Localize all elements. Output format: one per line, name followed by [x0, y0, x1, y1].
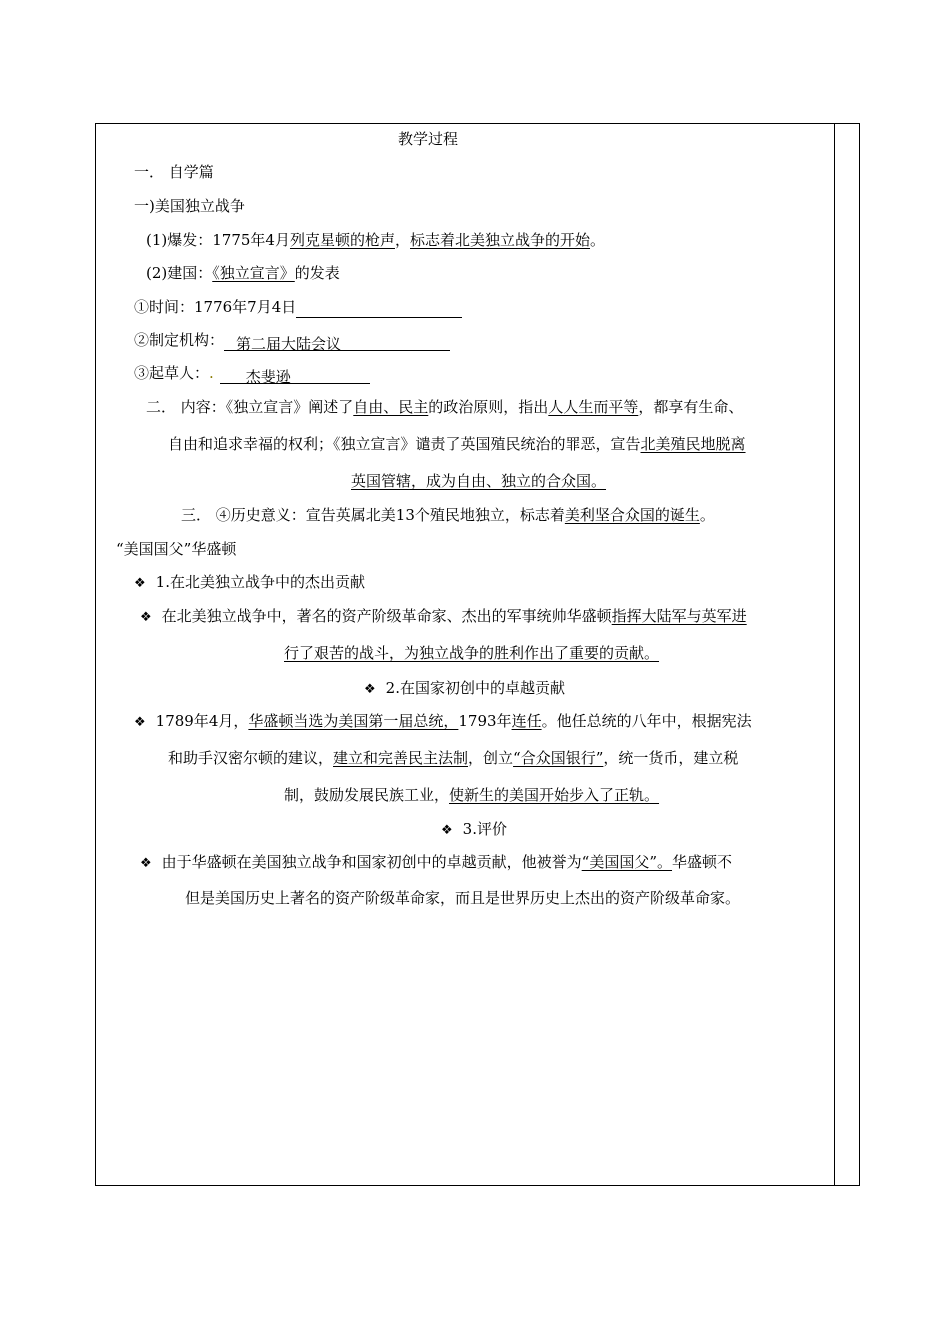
page-heading: 教学过程	[398, 130, 459, 148]
contribution-2-line-1: ❖ 1789年4月，华盛顿当选为美国第一届总统，1793年连任。他任总统的八年中，根据宪法	[134, 712, 752, 730]
section-self-study: 一． 自学篇	[134, 163, 214, 181]
subsection-war-of-independence: 一)美国独立战争	[134, 197, 245, 215]
content-line-2: 自由和追求幸福的权利；《独立宣言》谴责了英国殖民统治的罪恶，宣告北美殖民地脱离	[168, 435, 746, 453]
contribution-1-line-2: 行了艰苦的战斗，为独立战争的胜利作出了重要的贡献。	[284, 644, 660, 662]
evaluation-line-1: ❖ 由于华盛顿在美国独立战争和国家初创中的卓越贡献，他被誉为“美国国父”。华盛顿不	[140, 853, 733, 871]
time-blank	[296, 301, 462, 318]
evaluation-line-2: 但是美国历史上著名的资产阶级革命家，而且是世界历史上杰出的资产阶级革命家。	[185, 889, 741, 907]
washington-title: “美国国父”华盛顿	[116, 540, 237, 558]
diamond-bullet-icon: ❖	[140, 610, 152, 625]
drafter-value: 杰斐逊	[220, 368, 370, 384]
founding-line: (2)建国：《独立宣言》的发表	[146, 264, 340, 282]
drafting-body-line: ②制定机构： 第二届大陆会议	[134, 329, 450, 351]
diamond-bullet-icon: ❖	[134, 576, 146, 591]
evaluation-title: ❖ 3.评价	[441, 820, 507, 838]
contribution-1-line-1: ❖ 在北美独立战争中，著名的资产阶级革命家、杰出的军事统帅华盛顿指挥大陆军与英军进	[140, 607, 747, 625]
contribution-2-title: ❖ 2.在国家初创中的卓越贡献	[364, 679, 565, 697]
content-line-1: 二． 内容：《独立宣言》阐述了自由、民主的政治原则，指出人人生而平等，都享有生命、	[146, 398, 744, 416]
table-column-divider	[834, 123, 835, 1186]
significance-line: 三． ④历史意义：宣告英属北美13个殖民地独立，标志着美利坚合众国的诞生。	[181, 506, 715, 524]
time-line: ①时间：1776年7月4日	[134, 296, 462, 318]
contribution-2-line-3: 制，鼓励发展民族工业，使新生的美国开始步入了正轨。	[284, 786, 660, 804]
diamond-bullet-icon: ❖	[134, 715, 146, 730]
diamond-bullet-icon: ❖	[441, 823, 453, 838]
content-line-3: 英国管辖，成为自由、独立的合众国。	[351, 472, 607, 490]
contribution-2-line-2: 和助手汉密尔顿的建议，建立和完善民主法制，创立“合众国银行”，统一货币，建立税	[168, 749, 739, 767]
diamond-bullet-icon: ❖	[140, 856, 152, 871]
drafting-body-value: 第二届大陆会议	[224, 335, 450, 351]
drafter-line: ③起草人：. 杰斐逊	[134, 362, 370, 384]
contribution-1-title: ❖ 1.在北美独立战争中的杰出贡献	[134, 573, 365, 591]
diamond-bullet-icon: ❖	[364, 682, 376, 697]
outbreak-line: (1)爆发：1775年4月列克星顿的枪声，标志着北美独立战争的开始。	[146, 231, 606, 249]
